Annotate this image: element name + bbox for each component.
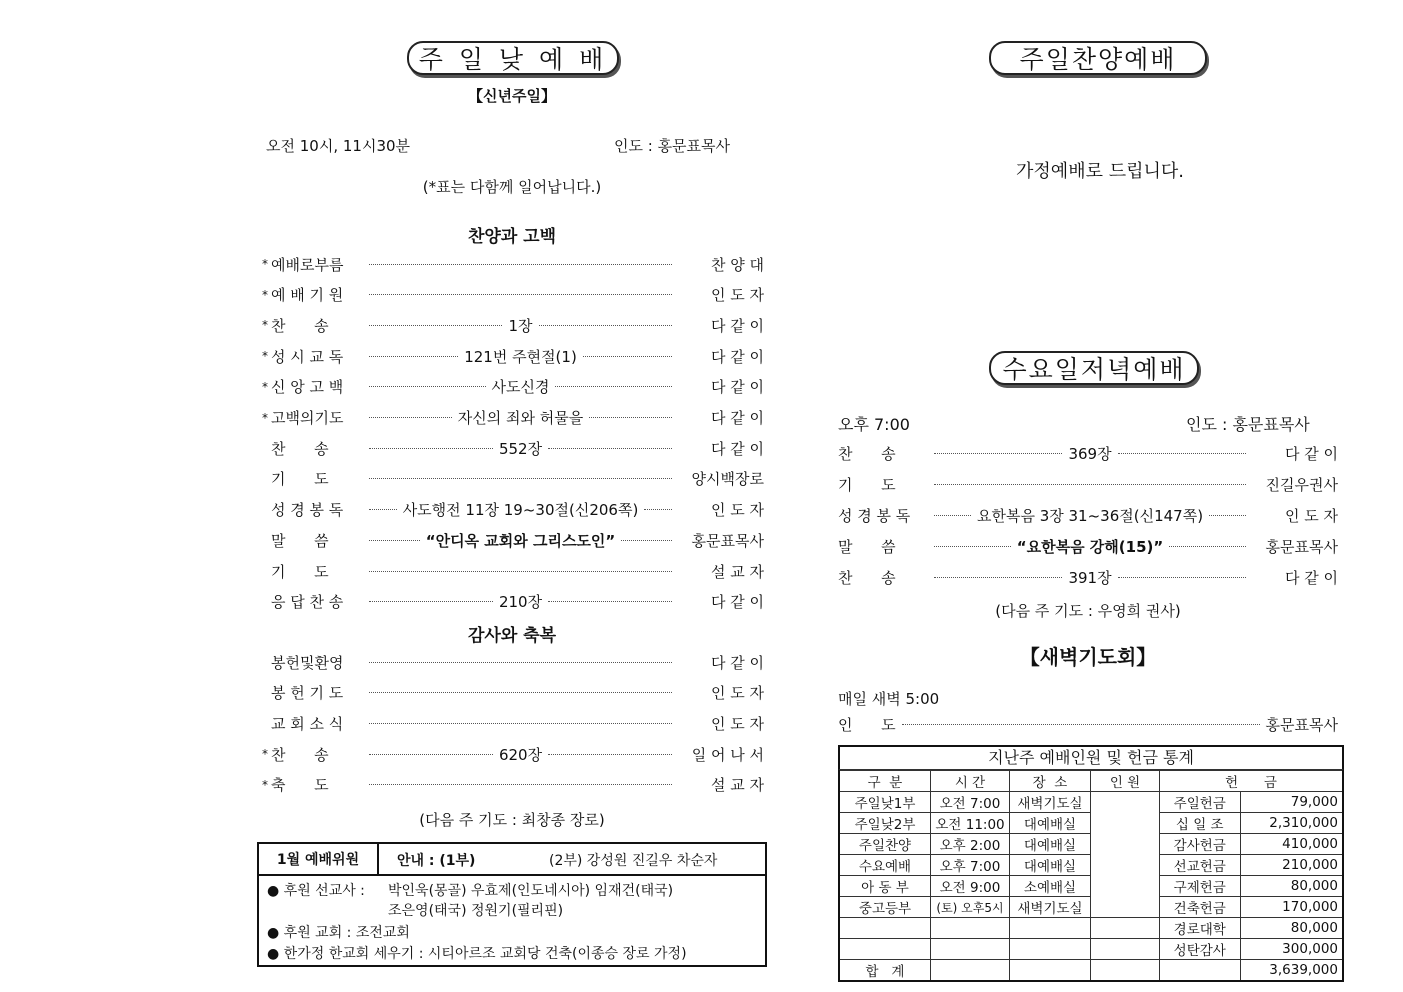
order-detail: 210장 xyxy=(498,593,543,612)
total-row xyxy=(839,960,1343,982)
section-thanks-blessing: 감사와 축복 xyxy=(467,626,557,646)
order-performer: 다 같 이 xyxy=(710,378,764,397)
stats-cell: 80,000 xyxy=(1240,876,1343,897)
order-item xyxy=(262,682,764,704)
stats-header: 시 간 xyxy=(931,771,1010,792)
stats-cell xyxy=(1091,939,1160,960)
order-item xyxy=(262,774,764,796)
order-item xyxy=(262,591,764,613)
dawn-leader-label: 인 도 xyxy=(838,715,896,734)
wednesday-order-item xyxy=(838,473,1338,495)
stats-cell: 십 일 조 xyxy=(1160,813,1241,834)
stats-cell: 대예배실 xyxy=(1010,834,1091,855)
stats-cell: 수요예배 xyxy=(839,855,931,876)
order-performer: 다 같 이 xyxy=(710,439,764,458)
stats-header: 구 분 xyxy=(839,771,931,792)
order-performer: 다 같 이 xyxy=(711,347,765,366)
stats-cell: 오후 7:00 xyxy=(931,855,1010,876)
usher-label: 안내 : (1부) xyxy=(397,853,476,869)
stats-cell: 구제헌금 xyxy=(1160,876,1241,897)
order-label: 축 도 xyxy=(271,776,329,795)
order-performer: 다 같 이 xyxy=(710,653,764,672)
order-performer: 인 도 자 xyxy=(710,501,764,520)
order-performer: 다 같 이 xyxy=(710,593,764,612)
stats-cell: 새벽기도실 xyxy=(1010,897,1091,918)
order-detail: 121번 주현절(1) xyxy=(464,347,577,366)
stats-cell: 대예배실 xyxy=(1010,813,1091,834)
stats-header: 헌 금 xyxy=(1160,771,1344,792)
total-amount: 3,639,000 xyxy=(1240,960,1343,982)
stats-cell: 170,000 xyxy=(1240,897,1343,918)
stats-cell xyxy=(1091,918,1160,939)
order-detail: 자신의 죄와 허물을 xyxy=(457,409,584,427)
stand-marker: * xyxy=(262,318,268,333)
stats-cell: 79,000 xyxy=(1240,792,1343,813)
order-label: 성 경 봉 독 xyxy=(838,506,911,525)
stats-cell: 오전 7:00 xyxy=(931,792,1010,813)
stats-cell: 오전 9:00 xyxy=(931,876,1010,897)
committee-box xyxy=(257,842,767,967)
stand-marker: * xyxy=(262,777,268,792)
stats-cell xyxy=(1010,939,1091,960)
stats-cell: 주일낮2부 xyxy=(839,813,931,834)
order-performer: 다 같 이 xyxy=(711,316,765,335)
wednesday-order-item xyxy=(838,567,1338,589)
order-performer: 일 어 나 서 xyxy=(691,745,764,764)
dawn-leader-name: 홍문표목사 xyxy=(1265,715,1338,734)
stats-cell: 주일헌금 xyxy=(1160,792,1241,813)
order-label: 신 앙 고 백 xyxy=(271,378,344,397)
subtitle: 【신년주일】 xyxy=(468,87,556,105)
section-praise-confession: 찬양과 고백 xyxy=(467,227,557,247)
stand-marker: * xyxy=(262,257,268,271)
order-detail: 391장 xyxy=(1068,569,1112,588)
stats-cell: 대예배실 xyxy=(1010,855,1091,876)
dawn-prayer-title: 【새벽기도회】 xyxy=(1019,645,1157,669)
order-detail: 620장 xyxy=(498,745,543,764)
order-performer: 인 도 자 xyxy=(1285,506,1339,525)
stats-cell: 210,000 xyxy=(1240,855,1343,876)
order-label: 찬 송 xyxy=(271,439,329,458)
stats-cell: 경로대학 xyxy=(1160,918,1241,939)
order-item xyxy=(262,345,764,367)
order-label: 고백의기도 xyxy=(271,409,344,427)
order-performer: 인 도 자 xyxy=(710,684,764,703)
stats-cell: 아 동 부 xyxy=(839,876,931,897)
stats-cell: 오후 2:00 xyxy=(931,834,1010,855)
order-item xyxy=(262,376,764,398)
table-row xyxy=(839,792,1343,813)
order-label: 교 회 소 식 xyxy=(271,714,344,733)
order-label: 찬 송 xyxy=(271,745,329,764)
dawn-leader-row xyxy=(838,713,1338,735)
stats-header: 장 소 xyxy=(1010,771,1091,792)
order-item xyxy=(262,651,764,673)
stats-cell: 새벽기도실 xyxy=(1010,792,1091,813)
stand-marker: * xyxy=(262,349,268,364)
order-performer: 홍문표목사 xyxy=(691,531,764,550)
order-performer: 다 같 이 xyxy=(710,409,764,427)
stats-cell: (토) 오후5시 xyxy=(931,897,1010,918)
order-label: 성 시 교 독 xyxy=(271,347,344,366)
stats-cell xyxy=(839,918,931,939)
stats-cell: 주일찬양 xyxy=(839,834,931,855)
support-church: ● 후원 교회 : 조전교회 xyxy=(267,925,410,941)
order-label: 기 도 xyxy=(838,475,896,494)
order-performer: 찬 양 대 xyxy=(710,255,764,274)
order-detail: 사도행전 11장 19~30절(신206쪽) xyxy=(402,501,639,520)
order-performer: 설 교 자 xyxy=(710,562,764,581)
wednesday-order-item xyxy=(838,536,1338,558)
order-item xyxy=(262,253,764,275)
stand-marker: * xyxy=(262,287,268,302)
stats-cell xyxy=(839,939,931,960)
stats-header: 인 원 xyxy=(1091,771,1160,792)
wednesday-time: 오후 7:00 xyxy=(838,415,910,434)
order-label: 말 씀 xyxy=(838,538,896,557)
order-performer: 다 같 이 xyxy=(1284,569,1338,588)
order-item xyxy=(262,743,764,765)
order-label: 응 답 찬 송 xyxy=(271,593,344,612)
praise-service-title: 주일찬양예배 xyxy=(989,41,1207,75)
order-label: 봉 헌 기 도 xyxy=(271,684,344,703)
stand-marker: * xyxy=(262,379,268,394)
praise-service-text: 가정예배로 드립니다. xyxy=(1016,161,1184,182)
order-item xyxy=(262,712,764,734)
order-item xyxy=(262,407,764,429)
order-detail: 552장 xyxy=(498,439,543,458)
order-detail: 사도신경 xyxy=(491,378,550,397)
order-item xyxy=(262,529,764,551)
missionary-label: ● 후원 선교사 : xyxy=(267,883,365,899)
order-detail: “안디옥 교회와 그리스도인” xyxy=(425,531,616,550)
service-time: 오전 10시, 11시30분 xyxy=(266,137,411,155)
stand-marker: * xyxy=(262,747,268,762)
stats-cell: 선교헌금 xyxy=(1160,855,1241,876)
order-item xyxy=(262,468,764,490)
stats-cell: 2,310,000 xyxy=(1240,813,1343,834)
wednesday-leader: 인도 : 홍문표목사 xyxy=(1186,415,1310,434)
order-performer: 진길우권사 xyxy=(1265,475,1338,494)
order-label: 봉헌및환영 xyxy=(271,653,344,672)
stats-cell: 주일낮1부 xyxy=(839,792,931,813)
order-item xyxy=(262,284,764,306)
order-detail: 1장 xyxy=(508,316,533,335)
order-detail: 369장 xyxy=(1068,444,1112,463)
order-label: 찬 송 xyxy=(838,569,896,588)
wednesday-service-title: 수요일저녁예배 xyxy=(989,351,1199,385)
stand-marker: * xyxy=(262,410,268,425)
table-row xyxy=(839,918,1343,939)
stats-cell: 오전 11:00 xyxy=(931,813,1010,834)
wednesday-order-item xyxy=(838,442,1338,464)
stats-title: 지난주 예배인원 및 헌금 통계 xyxy=(838,745,1344,770)
missionary-line1: 박인욱(몽골) 우효제(인도네시아) 임재건(태국) xyxy=(388,883,674,899)
dawn-prayer-time: 매일 새벽 5:00 xyxy=(838,690,940,708)
stats-cell: 성탄감사 xyxy=(1160,939,1241,960)
committee-label: 1월 예배위원 xyxy=(259,844,379,876)
stats-cell: 건축헌금 xyxy=(1160,897,1241,918)
usher-names: (2부) 강성원 진길우 차순자 xyxy=(549,853,718,869)
wednesday-next-prayer: (다음 주 기도 : 우영희 권사) xyxy=(995,602,1181,620)
order-label: 말 씀 xyxy=(271,531,329,550)
stats-cell: 감사헌금 xyxy=(1160,834,1241,855)
order-performer: 설 교 자 xyxy=(710,776,764,795)
stats-cell: 80,000 xyxy=(1240,918,1343,939)
total-label: 합 계 xyxy=(839,960,931,982)
service-leader: 인도 : 홍문표목사 xyxy=(614,137,731,155)
order-item xyxy=(262,437,764,459)
order-detail: 요한복음 3장 31~36절(신147쪽) xyxy=(976,506,1204,525)
order-label: 찬 송 xyxy=(838,444,896,463)
stats-cell xyxy=(931,918,1010,939)
table-row xyxy=(839,939,1343,960)
stats-cell xyxy=(1091,792,1160,918)
stats-table-wrap xyxy=(838,745,1344,982)
family-church: ● 한가정 한교회 세우기 : 시티아르조 교회당 건축(이종승 장로 가정) xyxy=(267,946,687,962)
stats-cell: 중고등부 xyxy=(839,897,931,918)
stats-cell: 410,000 xyxy=(1240,834,1343,855)
next-prayer: (다음 주 기도 : 최창종 장로) xyxy=(419,811,605,829)
stats-table xyxy=(838,770,1344,982)
order-item xyxy=(262,560,764,582)
order-performer: 다 같 이 xyxy=(1284,444,1338,463)
order-performer: 인 도 자 xyxy=(710,714,764,733)
order-performer: 홍문표목사 xyxy=(1265,538,1338,557)
order-performer: 양시백장로 xyxy=(691,470,764,489)
order-label: 찬 송 xyxy=(271,316,329,335)
order-label: 기 도 xyxy=(271,470,329,489)
order-item xyxy=(262,499,764,521)
order-performer: 인 도 자 xyxy=(710,286,764,305)
stats-cell: 300,000 xyxy=(1240,939,1343,960)
sunday-service-title: 주 일 낮 예 배 xyxy=(407,41,619,75)
standing-note: (*표는 다함께 일어납니다.) xyxy=(422,178,602,196)
order-label: 예 배 기 원 xyxy=(271,286,344,305)
order-label: 기 도 xyxy=(271,562,329,581)
missionary-line2: 조은영(태국) 정원기(필리핀) xyxy=(388,903,564,919)
order-label: 예배로부름 xyxy=(271,255,344,274)
stats-cell xyxy=(931,939,1010,960)
stats-cell: 소예배실 xyxy=(1010,876,1091,897)
stats-cell xyxy=(1010,918,1091,939)
order-label: 성 경 봉 독 xyxy=(271,501,344,520)
order-item xyxy=(262,314,764,336)
order-detail: “요한복음 강해(15)” xyxy=(1016,538,1164,557)
wednesday-order-item xyxy=(838,504,1338,526)
